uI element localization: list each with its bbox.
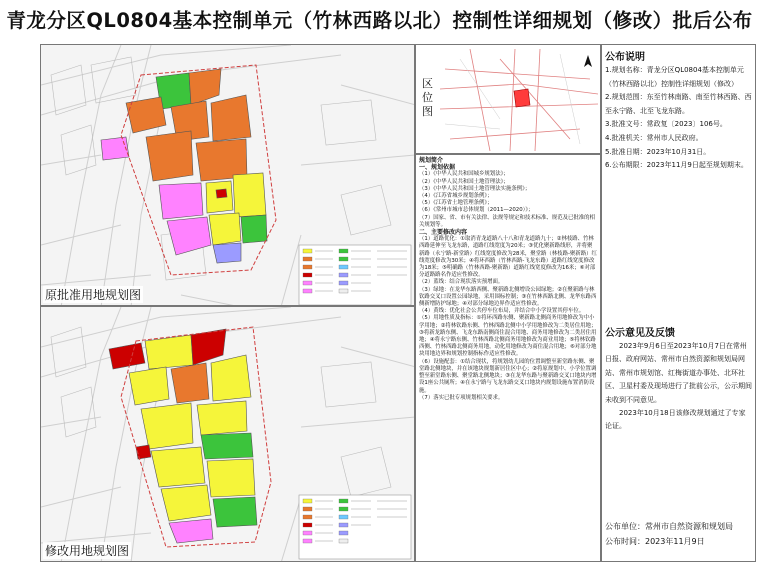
publication-notes	[602, 45, 755, 173]
notice-item: 1.规划名称：青龙分区QL0804基本控制单元（竹林西路以北）控制性详细规划（修改）	[605, 66, 744, 88]
intro-basis-item: （1）《中华人民共和国城乡规划法》；	[419, 171, 509, 178]
original-map-drawing	[41, 45, 415, 306]
intro-change-item: （4）黄线：优化社会公共停车位布局，并结合中小学设置其停车位。	[419, 308, 585, 315]
revised-map-drawing	[41, 307, 415, 562]
public-opinion-section	[602, 321, 755, 434]
publishing-unit: 公布单位：常州市自然资源和规划局	[605, 522, 733, 531]
intro-basis-item: （7）国家、省、市有关法律、法规等规定和技术标准、规范及已批准的相关规划等。	[419, 214, 595, 228]
location-map-label: 区位图	[422, 77, 433, 118]
notice-item: 4.批准机关：常州市人民政府。	[605, 133, 703, 142]
publication-footer	[605, 519, 733, 549]
notice-item: 3.批准文号：常政复〔2023〕106号。	[605, 120, 727, 129]
intro-change-item: （3）绿地：在龙华东路西侧、聚新路北侧增设公园绿地；②在聚新路与林钦路交叉口设置公园绿地，采用围标控制；③在竹林西路北侧、龙华东路西侧新增防护绿地；④对部分绿地边界作适应性修改。	[419, 286, 597, 308]
intro-change-item: （1）道路优化：①取消青龙道路八十八和青龙道路九十；②林枝路、竹林西路延伸至飞龙东路，道路红线宽度为20米；③优化聚新路线形，并将聚新路（永宁路-新堂路）红线宽度修改为28米，聚堂路（林枝路-聚新路）红线宽度修改为30米；④将环西路（竹林西路-飞龙东路）道路红线宽度修改为18米；⑤明确路（竹林西路-聚新路）道路红线宽度修改为16米；⑥对部分道路路名作适应性修改。	[419, 236, 597, 279]
intro-basis-item: （3）《中华人民共和国土地管理法实施条例》；	[419, 185, 531, 192]
intro-basis-item: （4）《江苏省城乡规划条例》；	[419, 193, 493, 200]
notice-item: 5.批准日期：2023年10月31日。	[605, 147, 711, 156]
intro-basis-heading: 一、规划依据	[419, 164, 456, 172]
intro-change-item: （6）设施配套：①结合现状，将规划幼儿园的位置调整至新堂路东侧、聚堂路北侧地块，并在该地块规划新居住区中心；②将原规划中、小学位置调整至新堂路东侧、聚堂路北侧地块；③在龙华东路与聚新路交叉口地块内增设1座公共厕所；④在永宁路与飞龙东路交叉口地块内规划设施布置消防设施。	[419, 358, 597, 394]
location-map-drawing	[440, 49, 598, 151]
original-land-use-map	[40, 44, 415, 306]
notice-heading: 公布说明	[605, 52, 645, 63]
notice-item: 6.公布期限：2023年11月9日起至规划期末。	[605, 161, 748, 170]
intro-change-item: （2）蓝线：结合现状落实预增面。	[419, 279, 504, 286]
intro-changes-heading: 二、主要修改内容	[419, 229, 468, 237]
revised-map-caption: 修改用地规划图	[45, 544, 130, 558]
revised-map-legend	[299, 495, 411, 559]
planning-introduction	[415, 154, 601, 562]
intro-change-item: （5）用地性质及指标：①将环西路东侧、聚新路北侧商务用地修改为中小学用地；②将林钦路东侧、竹林西路北侧中小学用地修改为二类居住用地；③将新龙路东侧、飞龙东路南侧商住混合用地、商务用地修改为二类居住用地；④将永宁路东侧、竹林西路北侧商务用地修改为商业用地；⑤将林钦路西侧、竹林西路北侧商务用地，动化用地修改为商住混合用地；⑥对部分地块用地边界和规划控制指标作适应性修改。	[419, 315, 597, 358]
opinion-paragraph: 2023年10月18日该修改规划通过了专家论证。	[605, 409, 746, 431]
location-map	[415, 44, 601, 154]
intro-basis-item: （2）《中华人民共和国土地管理法》；	[419, 178, 509, 185]
revised-land-use-map	[40, 306, 415, 562]
opinion-paragraph: 2023年9月6日至2023年10月7日在常州日报、政府网站、常州市自然资源和规划局网站、常州市规划馆、红梅街道办事处、北环社区、卫星村委及现场进行了批前公示，公示期间未收到不同意见。	[605, 342, 752, 404]
intro-heading: 规划简介	[419, 157, 444, 164]
intro-basis-item: （5）《江苏省土地管理条例》；	[419, 200, 493, 207]
notice-item: 2.规划范围：东至竹林南路、南至竹林西路、西至永宁路、北至飞龙东路。	[605, 93, 752, 115]
publishing-date: 公布时间：2023年11月9日	[605, 537, 705, 546]
intro-basis-item: （6）《常州市城市总体规划（2011—2020）》；	[419, 207, 534, 214]
intro-change-item: （7）落实已批专项规划相关要求。	[419, 394, 504, 401]
announcement-column	[601, 44, 756, 562]
original-map-legend	[299, 245, 411, 305]
original-map-caption: 原批准用地规划图	[45, 288, 142, 302]
opinion-heading: 公示意见及反馈	[605, 328, 675, 339]
page-title: 青龙分区QL0804基本控制单元（竹林西路以北）控制性详细规划（修改）批后公布	[6, 9, 753, 32]
